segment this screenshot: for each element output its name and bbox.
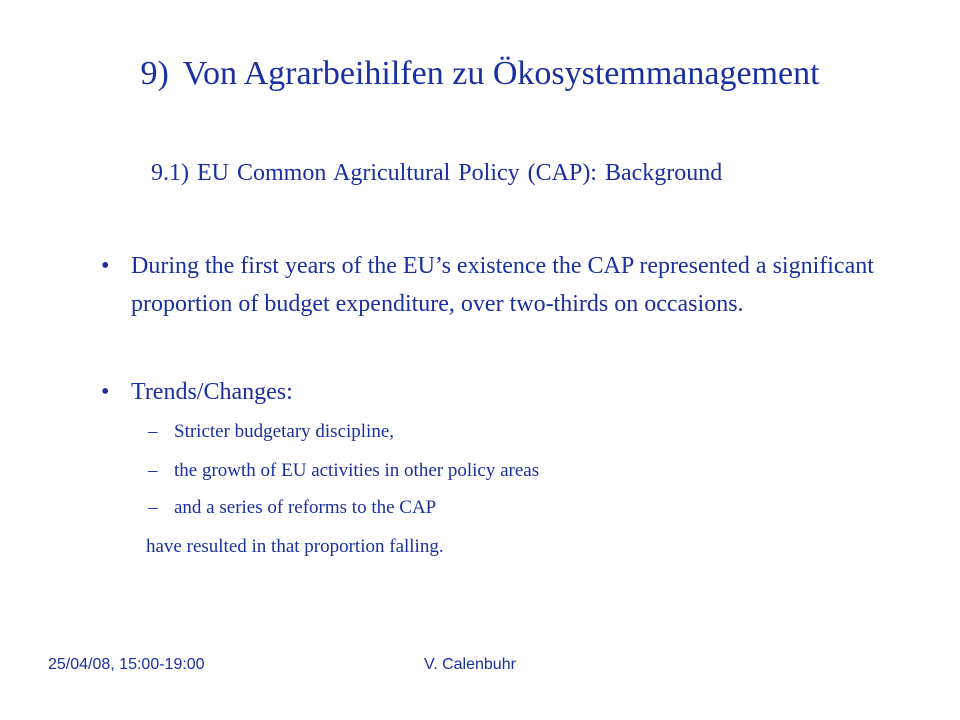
sub-item-text: Stricter budgetary discipline,: [174, 421, 395, 442]
sub-item-text: the growth of EU activities in other policy areas: [174, 460, 540, 481]
sub-item-text: and a series of reforms to the CAP: [174, 497, 437, 518]
title-number: 9): [140, 55, 169, 92]
bullet-marker: •: [101, 253, 110, 279]
bullet-item: [101, 373, 901, 411]
section-subtitle: 9.1) EU Common Agricultural Policy (CAP): Background: [151, 160, 723, 186]
dash-marker: –: [148, 497, 158, 518]
sub-item: [148, 495, 436, 521]
sub-item: [148, 419, 394, 445]
footer-date: 25/04/08, 15:00-19:00: [48, 656, 205, 673]
bullet-text: Trends/Changes:: [131, 379, 293, 405]
conclusion-text: have resulted in that proportion falling.: [146, 536, 444, 557]
bullet-item: [101, 247, 901, 323]
title-text: Von Agrarbeihilfen zu Ökosystemmanagement: [182, 55, 820, 92]
bullet-marker: •: [101, 379, 110, 405]
bullet-text: During the first years of the EU’s existence the CAP represented a significant proportion of budget expenditure, over two-thirds on occasions.: [131, 253, 874, 317]
footer-author: V. Calenbuhr: [424, 656, 516, 673]
dash-marker: –: [148, 460, 158, 481]
slide-title: [0, 52, 960, 96]
dash-marker: –: [148, 421, 158, 442]
sub-item: [148, 458, 539, 484]
